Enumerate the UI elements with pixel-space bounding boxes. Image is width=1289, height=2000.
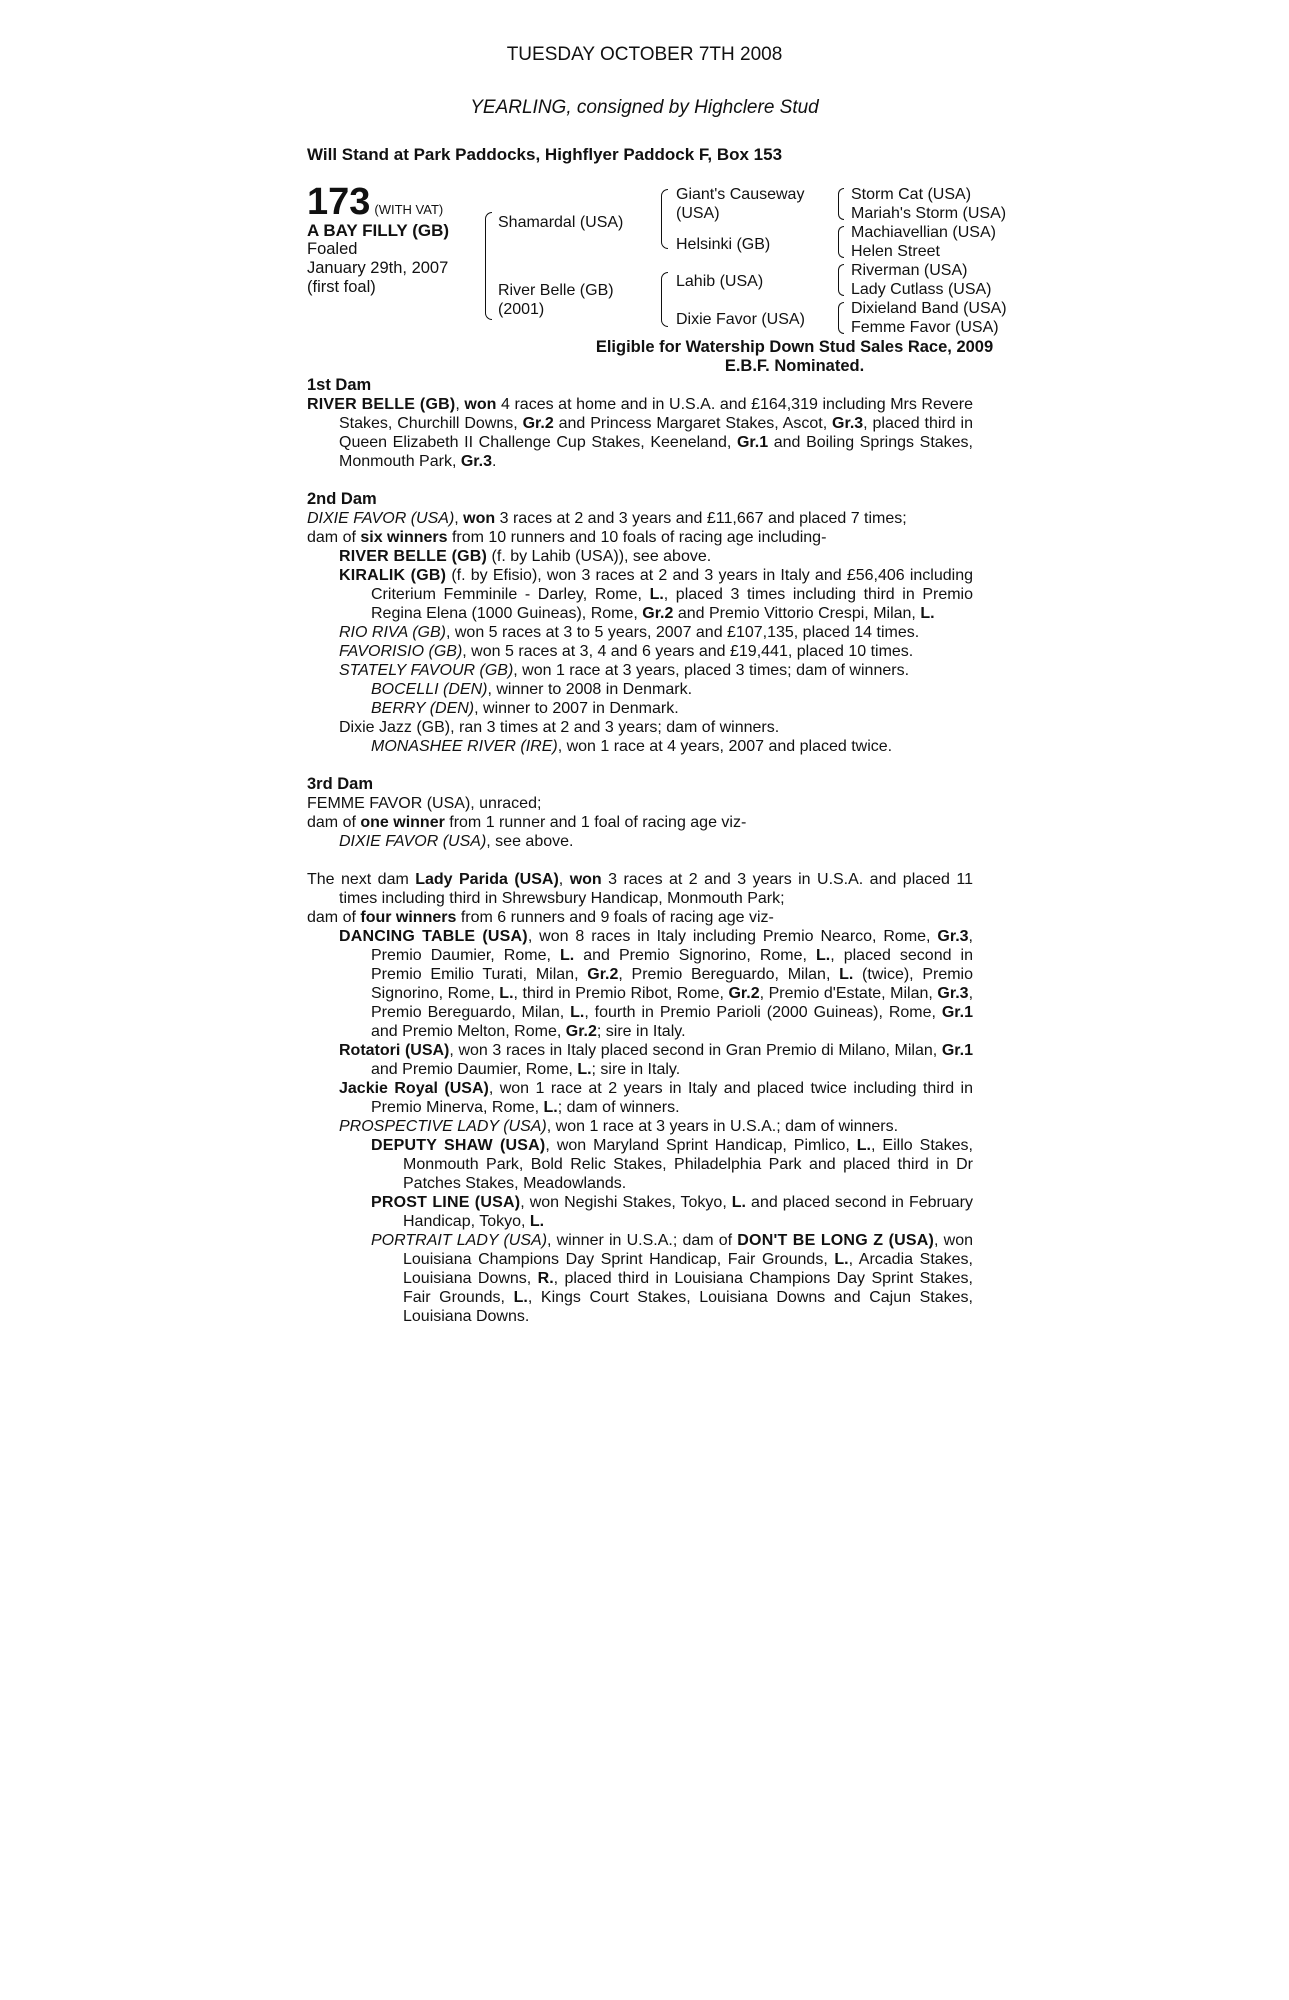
next-dam-name: Lady Parida (USA) bbox=[415, 871, 559, 888]
ebf-nomination: E.B.F. Nominated. bbox=[724, 357, 865, 375]
dam-sire: Lahib (USA) bbox=[676, 273, 764, 290]
second-dam-heading: 2nd Dam bbox=[307, 490, 377, 508]
ancestor-6: Lady Cutlass (USA) bbox=[851, 281, 992, 298]
pedigree-brace-g3 bbox=[838, 264, 844, 296]
third-dam-produce-summary: dam of one winner from 1 runner and 1 foal of racing age viz- bbox=[307, 814, 747, 831]
ancestor-5: Riverman (USA) bbox=[851, 262, 968, 279]
ancestor-4: Helen Street bbox=[851, 243, 940, 260]
ancestor-8: Femme Favor (USA) bbox=[851, 319, 999, 336]
pedigree-notes bbox=[307, 376, 973, 1326]
stand-location: Will Stand at Park Paddocks, Highflyer Paddock F, Box 153 bbox=[307, 145, 783, 164]
ancestor-1: Storm Cat (USA) bbox=[851, 186, 972, 203]
lot-info bbox=[307, 183, 487, 297]
pedigree-brace-g1 bbox=[838, 188, 844, 220]
list-item: DANCING TABLE (USA), won 8 races in Italy including Premio Nearco, Rome, Gr.3, Premio Daumier, Rome, L. and Premio Signorino, Rome, L., placed second in Premio Emilio Turati, Milan, Gr.2, Premio Bereguardo, Milan, L. (twice), Premio Signorino, Rome, L., third in Premio Ribot, Rome, Gr.2, Premio d'Estate, Milan, Gr.3, Premio Bereguardo, Milan, L., fourth in Premio Parioli (2000 Guineas), Rome, Gr.1 and Premio Melton, Rome, Gr.2; sire in Italy. bbox=[339, 928, 974, 1040]
next-dam-entry: The next dam Lady Parida (USA), won 3 races at 2 and 3 years in U.S.A. and placed 11 times including third in Shrewsbury Handicap, Monmouth Park; bbox=[307, 871, 974, 907]
pedigree-brace-g2 bbox=[838, 226, 844, 258]
lot-number: 173 bbox=[307, 181, 371, 223]
pedigree-brace-sire bbox=[661, 189, 668, 249]
dam-dam: Dixie Favor (USA) bbox=[676, 311, 805, 328]
first-dam-heading: 1st Dam bbox=[307, 376, 372, 394]
third-dam-entry: FEMME FAVOR (USA), unraced; bbox=[307, 795, 542, 812]
sire-name: Shamardal (USA) bbox=[498, 214, 624, 231]
list-item: MONASHEE RIVER (IRE), won 1 race at 4 years, 2007 and placed twice. bbox=[371, 738, 893, 755]
third-dam-heading: 3rd Dam bbox=[307, 775, 374, 793]
eligibility-race: Eligible for Watership Down Stud Sales Race, 2009 bbox=[595, 338, 994, 356]
ancestor-3: Machiavellian (USA) bbox=[851, 224, 996, 241]
list-item: KIRALIK (GB) (f. by Efisio), won 3 races at 2 and 3 years in Italy and £56,406 including Criterium Femminile - Darley, Rome, L., placed 3 times including third in Premio Regina Elena (1000 Guineas), Rome, Gr.2 and Premio Vittorio Crespi, Milan, L. bbox=[339, 567, 974, 622]
pedigree-brace-main bbox=[485, 212, 492, 320]
list-item: RIO RIVA (GB), won 5 races at 3 to 5 years, 2007 and £107,135, placed 14 times. bbox=[339, 624, 920, 641]
foaled-date: January 29th, 2007 bbox=[307, 259, 449, 277]
sire-dam: Helsinki (GB) bbox=[676, 236, 771, 253]
foaled-label: Foaled bbox=[307, 240, 358, 258]
list-item: Dixie Jazz (GB), ran 3 times at 2 and 3 years; dam of winners. bbox=[339, 719, 780, 736]
next-dam-produce-summary: dam of four winners from 6 runners and 9 foals of racing age viz- bbox=[307, 909, 774, 926]
sale-date: TUESDAY OCTOBER 7TH 2008 bbox=[506, 44, 783, 65]
list-item: BOCELLI (DEN), winner to 2008 in Denmark. bbox=[371, 681, 693, 698]
lot-vat: (WITH VAT) bbox=[374, 202, 444, 217]
list-item: BERRY (DEN), winner to 2007 in Denmark. bbox=[371, 700, 679, 717]
ancestor-7: Dixieland Band (USA) bbox=[851, 300, 1007, 317]
list-item: PROST LINE (USA), won Negishi Stakes, Tokyo, L. and placed second in February Handicap, Tokyo, L. bbox=[371, 1194, 973, 1230]
list-item: RIVER BELLE (GB) (f. by Lahib (USA)), see above. bbox=[339, 548, 712, 565]
pedigree-brace-dam bbox=[661, 272, 668, 327]
list-item: STATELY FAVOUR (GB), won 1 race at 3 years, placed 3 times; dam of winners. bbox=[339, 662, 910, 679]
foal-note: (first foal) bbox=[307, 278, 376, 296]
list-item: DIXIE FAVOR (USA), see above. bbox=[339, 833, 574, 850]
list-item: Rotatori (USA), won 3 races in Italy placed second in Gran Premio di Milano, Milan, Gr.1 and Premio Daumier, Rome, L.; sire in Italy. bbox=[339, 1042, 973, 1078]
list-item: FAVORISIO (GB), won 5 races at 3, 4 and 6 years and £19,441, placed 10 times. bbox=[339, 643, 914, 660]
second-dam-entry: DIXIE FAVOR (USA), won 3 races at 2 and 3 years and £11,667 and placed 7 times; bbox=[307, 510, 907, 527]
list-item: PORTRAIT LADY (USA), winner in U.S.A.; dam of DON'T BE LONG Z (USA), won Louisiana Champions Day Sprint Handicap, Fair Grounds, L., Arcadia Stakes, Louisiana Downs, R., placed third in Louisiana Champions Day Sprint Stakes, Fair Grounds, L., Kings Court Stakes, Louisiana Downs and Cajun Stakes, Louisiana Downs. bbox=[371, 1232, 974, 1325]
second-dam-produce-summary: dam of six winners from 10 runners and 10 foals of racing age including- bbox=[307, 529, 827, 546]
ancestor-2: Mariah's Storm (USA) bbox=[851, 205, 1007, 222]
first-dam-name: RIVER BELLE (GB) bbox=[307, 396, 456, 413]
consignor-line: YEARLING, consigned by Highclere Stud bbox=[470, 97, 819, 118]
list-item: DEPUTY SHAW (USA), won Maryland Sprint Handicap, Pimlico, L., Eillo Stakes, Monmouth Park, Bold Relic Stakes, Philadelphia Park and placed third in Dr Patches Stakes, Meadowlands. bbox=[371, 1137, 974, 1192]
eligibility bbox=[307, 338, 1282, 376]
lot-description: A BAY FILLY (GB) bbox=[307, 221, 450, 240]
list-item: PROSPECTIVE LADY (USA), won 1 race at 3 years in U.S.A.; dam of winners. bbox=[339, 1118, 899, 1135]
first-dam-entry: RIVER BELLE (GB), won 4 races at home and in U.S.A. and £164,319 including Mrs Revere Stakes, Churchill Downs, Gr.2 and Princess Margaret Stakes, Ascot, Gr.3, placed third in Queen Elizabeth II Challenge Cup Stakes, Keeneland, Gr.1 and Boiling Springs Stakes, Monmouth Park, Gr.3. bbox=[307, 396, 974, 470]
sire-sire: Giant's Causeway bbox=[676, 186, 805, 203]
sire-sire-country: (USA) bbox=[676, 205, 720, 222]
pedigree-brace-g4 bbox=[838, 302, 844, 334]
list-item: Jackie Royal (USA), won 1 race at 2 years in Italy and placed twice including third in Premio Minerva, Rome, L.; dam of winners. bbox=[339, 1080, 973, 1116]
dam-name: River Belle (GB) bbox=[498, 282, 614, 299]
dam-year: (2001) bbox=[498, 301, 545, 318]
second-dam-name: DIXIE FAVOR (USA) bbox=[307, 510, 455, 527]
